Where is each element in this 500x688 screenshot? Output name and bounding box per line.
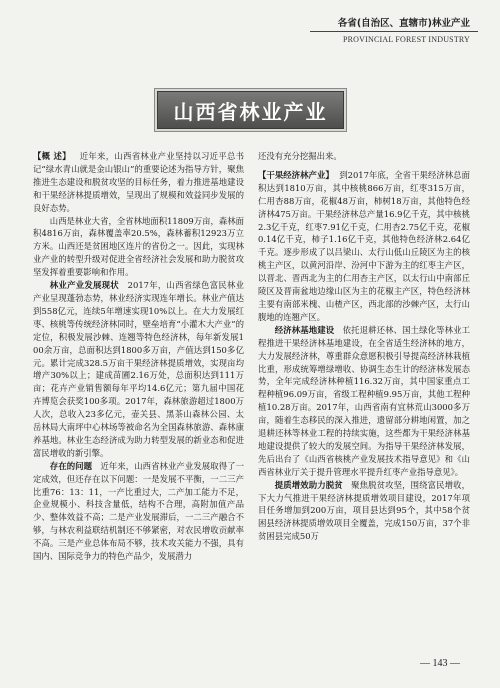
paragraph-heading: 【概 述】 <box>33 151 71 161</box>
right-column <box>258 150 470 543</box>
paragraph-heading: 存在的问题 <box>49 460 93 471</box>
paragraph-text: 到2017年底，全省干果经济林总面积达到1810万亩，其中核桃866万亩，红枣315万亩，仁用杏88万亩，花椒48万亩，柿树18万亩，其他特色经济林475万亩。干果经济林总产量16.9亿千克，其中核桃2.3亿千克，红枣7.91亿千克，仁用杏2.75亿千克，花椒0.14亿千克，柿子1.16亿千克，其他特色经济林2.64亿千克。逐步形成了以吕梁山、太行山低山丘陵区为主的核桃主产区，以黄河沿岸、汾河中下游为主的红枣主产区，以晋北、晋西北为主的仁用杏主产区，以太行山中南部丘陵区及晋南盆地边缘山区为主的花椒主产区，特色经济林主要有南部米槐、山楂产区，西北部的沙棘产区，太行山腹地的连翘产区。 <box>258 169 470 322</box>
paragraph <box>33 460 244 563</box>
paragraph <box>258 150 470 163</box>
paragraph-text: 依托退耕还林、国土绿化等林业工程推进干果经济林基地建设，在全省适生经济林的地方，大力发展经济林，尊重群众意愿积极引导提高经济林栽植比重，形成统筹增绿增收、协调生态生计的经济林发展态势，全年完成经济林种植116.32万亩，其中国家重点工程种植96.09万亩，省级工程种植9.95万亩，其他工程种植10.28万亩。2017年，山西省南有宜林荒山3000多万亩，随着生态移民的深入推进，遗留部分耕地闲置，加之退耕还林等林业工程的持续实施，这些都为干果经济林基地建设提供了较大的发展空间。为指导干果经济林发展，先后出台了《山西省核桃产业发展技术指导意见》和《山西省林业厅关于提升管理水平提升红枣产业指导意见》。 <box>258 324 471 477</box>
paragraph-heading: 经济林基地建设 <box>274 324 335 335</box>
left-column <box>33 150 244 563</box>
paragraph-heading: 提质增效助力脱贫 <box>274 479 343 490</box>
paragraph-heading: 林业产业发展现状 <box>49 280 119 291</box>
paragraph-text: 近年来，山西省林业产业发展取得了一定成效，但还存在以下问题：一是发展不平衡，一二三产比重76：13：11，一产比重过大，二产加工能力不足，企业规模小、科技含量低，结构不合理，高附加值产品少、整体效益不高；二是产业发展滞后，一二三产融合不够，与林农利益联结机制还不够紧密，对农民增收贡献率不高。三是产业总体布局不够，技术攻关能力不强，具有国内、国际竞争力的特色产品少，发展潜力 <box>33 460 245 562</box>
paragraph-text: 山西是林业大省，全省林地面积11809万亩，森林面积4816万亩，森林覆盖率20.5%，森林蓄积12923万立方米。山西还是贫困地区连片的省份之一。因此，实现林业产业的转型升级对促进全省经济社会发展和助力脱贫攻坚发挥着重要影响和作用。 <box>33 215 244 278</box>
paragraph-text: 聚焦脱贫攻坚，围绕富民增收，下大力气推进干果经济林提质增效项目建设，2017年项目任务增加到200万亩，项目县达到95个，其中58个贫困县经济林提质增效项目全覆盖，完成150万亩，37个非贫困县完成50万 <box>258 479 470 542</box>
paragraph <box>33 215 244 280</box>
title-banner <box>157 91 344 129</box>
paragraph <box>33 150 244 215</box>
paragraph-text: 2017年，山西省绿色富民林业产业呈现蓬勃态势，林业经济实现连年增长。林业产值达到558亿元，连续5年增速实现10%以上。在大力发展红枣、核桃等传统经济林同时，壁垒培育“小灌木大产业”的定位，积极发展沙棘、连翘等特色经济林，每年新发展100余万亩，总面积达到1800多万亩，产值达到150多亿元。累计完成328.5万亩干果经济林提质增效，实现亩均增产30%以上；建成苗圃2.16万处，总面积达到111万亩；花卉产业销售额每年平均14.6亿元；第九届中国花卉博览会获奖100多项。2017年，森林旅游超过1800万人次，总收入23多亿元，壶关县、黑茶山森林公园、太岳林局大南坪中心林场等被命名为全国森林旅游、森林康养基地。林业生态经济成为助力转型发展的新业态和促进富民增收的新引擎。 <box>33 280 244 458</box>
paragraph-text: 近年来，山西省林业产业坚持以习近平总书记“绿水青山就是金山银山”的重要论述为指导方针，聚焦推进生态建设和脱贫攻坚的目标任务，着力推进基地建设和干果经济林提质增效，呈现出了规模和效益同步发展的良好态势。 <box>33 151 245 213</box>
running-header-cn: 各省(自治区、直辖市)林业产业 <box>337 18 470 29</box>
paragraph-text: 还没有充分挖掘出来。 <box>258 151 342 161</box>
page-number: — 143 — <box>420 658 460 669</box>
header-rule <box>310 31 478 32</box>
running-header-en: PROVINCIAL FOREST INDUSTRY <box>343 35 470 44</box>
page-title: 山西省林业产业 <box>173 99 328 124</box>
paragraph <box>33 279 244 460</box>
paragraph-heading: 【干果经济林产业】 <box>258 169 334 180</box>
paragraph <box>258 324 470 479</box>
paragraph <box>258 169 470 324</box>
paragraph <box>258 479 470 544</box>
